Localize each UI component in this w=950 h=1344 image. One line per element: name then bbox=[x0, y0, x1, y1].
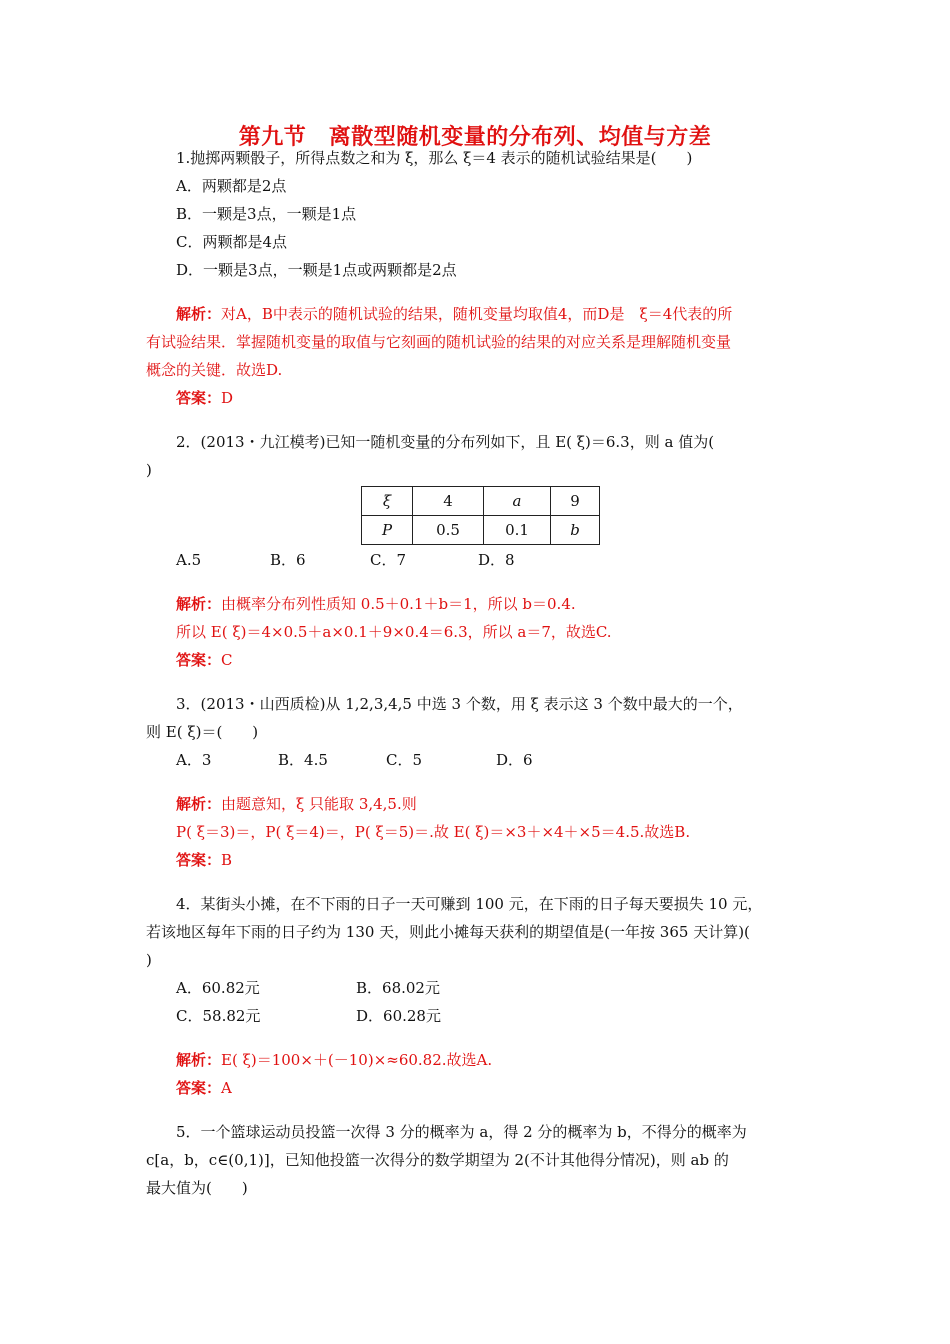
question-4-option-b: B．68.02元 bbox=[356, 979, 440, 997]
table-row bbox=[362, 516, 600, 545]
question-3-analysis-line-1 bbox=[176, 794, 417, 814]
question-4-option-a: A．60.82元 bbox=[176, 979, 260, 997]
question-4-analysis-line-1 bbox=[176, 1050, 492, 1070]
question-1-answer bbox=[176, 388, 233, 408]
question-1-option-a: A．两颗都是2点 bbox=[176, 177, 287, 195]
question-2-stem-line-2: ) bbox=[146, 461, 152, 479]
question-3-analysis-line-2: P( ξ＝3)＝，P( ξ＝4)＝，P( ξ＝5)＝.故 E( ξ)＝×3＋×4＋×5＝4.5.故选B. bbox=[176, 823, 691, 841]
question-4-option-d: D．60.28元 bbox=[356, 1007, 441, 1025]
question-1-option-b: B．一颗是3点，一颗是1点 bbox=[176, 205, 357, 223]
analysis-label: 解析： bbox=[176, 795, 222, 813]
question-2-analysis-line-1 bbox=[176, 594, 576, 614]
question-1-option-d: D．一颗是3点，一颗是1点或两颗都是2点 bbox=[176, 261, 457, 279]
question-2-answer bbox=[176, 650, 233, 670]
table-cell: 0.5 bbox=[413, 516, 484, 545]
answer-value: D bbox=[221, 389, 234, 407]
table-cell: b bbox=[551, 516, 600, 545]
table-cell: a bbox=[484, 487, 551, 516]
table-row bbox=[362, 487, 600, 516]
analysis-label: 解析： bbox=[176, 595, 222, 613]
question-2-option-b: B．6 bbox=[270, 551, 306, 569]
page-title: 第九节 离散型随机变量的分布列、均值与方差 bbox=[238, 125, 712, 150]
question-2-option-c: C．7 bbox=[370, 551, 407, 569]
question-3-option-a: A．3 bbox=[176, 751, 212, 769]
analysis-label: 解析： bbox=[176, 1051, 222, 1069]
answer-label: 答案： bbox=[176, 651, 222, 669]
analysis-text: 由题意知，ξ 只能取 3,4,5.则 bbox=[221, 795, 417, 813]
question-4-stem-line-3: ) bbox=[146, 951, 152, 969]
answer-label: 答案： bbox=[176, 389, 222, 407]
table-cell: 0.1 bbox=[484, 516, 551, 545]
table-cell: ξ bbox=[362, 487, 413, 516]
analysis-label: 解析： bbox=[176, 305, 222, 323]
question-5-stem-line-3: 最大值为( ) bbox=[146, 1179, 248, 1197]
question-1-analysis-line-2: 有试验结果．掌握随机变量的取值与它刻画的随机试验的结果的对应关系是理解随机变量 bbox=[146, 333, 732, 351]
question-4-stem-line-1: 4．某街头小摊，在不下雨的日子一天可赚到 100 元，在下雨的日子每天要损失 10 元， bbox=[176, 895, 763, 913]
question-1-analysis-line-3: 概念的关键．故选D. bbox=[146, 361, 283, 379]
answer-value: A bbox=[221, 1079, 232, 1097]
question-3-stem-line-2: 则 E( ξ)＝( ) bbox=[146, 723, 259, 741]
question-1-stem: 1.抛掷两颗骰子，所得点数之和为 ξ，那么 ξ＝4 表示的随机试验结果是( ) bbox=[176, 149, 693, 167]
question-4-answer bbox=[176, 1078, 232, 1098]
question-2-option-a: A.5 bbox=[176, 551, 202, 569]
answer-value: C bbox=[221, 651, 233, 669]
question-5-stem-line-1: 5．一个篮球运动员投篮一次得 3 分的概率为 a，得 2 分的概率为 b，不得分的概率为 bbox=[176, 1123, 747, 1141]
question-3-stem-line-1: 3．(2013・山西质检)从 1,2,3,4,5 中选 3 个数，用 ξ 表示这 3 个数中最大的一个， bbox=[176, 695, 743, 713]
analysis-text: 由概率分布列性质知 0.5＋0.1＋b＝1，所以 b＝0.4. bbox=[221, 595, 576, 613]
table-cell: P bbox=[362, 516, 413, 545]
question-3-option-c: C．5 bbox=[386, 751, 423, 769]
question-2-analysis-line-2: 所以 E( ξ)＝4×0.5＋a×0.1＋9×0.4＝6.3，所以 a＝7，故选C. bbox=[176, 623, 612, 641]
question-5-stem-line-2: c[a，b，c∈(0,1)]，已知他投篮一次得分的数学期望为 2(不计其他得分情况)，则 ab 的 bbox=[146, 1151, 729, 1169]
question-3-option-d: D．6 bbox=[496, 751, 533, 769]
answer-label: 答案： bbox=[176, 851, 222, 869]
question-4-stem-line-2: 若该地区每年下雨的日子约为 130 天，则此小摊每天获利的期望值是(一年按 365 天计算)( bbox=[146, 923, 750, 941]
question-2-option-d: D．8 bbox=[478, 551, 515, 569]
question-3-answer bbox=[176, 850, 232, 870]
table-cell: 9 bbox=[551, 487, 600, 516]
analysis-text: E( ξ)＝100×＋(－10)×≈60.82.故选A. bbox=[221, 1051, 493, 1069]
distribution-table bbox=[361, 486, 600, 545]
question-1-analysis-line-1 bbox=[176, 304, 732, 324]
analysis-text: 对A，B中表示的随机试验的结果，随机变量均取值4，而D是 ξ＝4代表的所 bbox=[221, 305, 733, 323]
answer-value: B bbox=[221, 851, 233, 869]
question-3-option-b: B．4.5 bbox=[278, 751, 328, 769]
question-1-option-c: C．两颗都是4点 bbox=[176, 233, 288, 251]
answer-label: 答案： bbox=[176, 1079, 222, 1097]
question-2-stem-line-1: 2．(2013・九江模考)已知一随机变量的分布列如下，且 E( ξ)＝6.3，则 a 值为( bbox=[176, 433, 715, 451]
table-cell: 4 bbox=[413, 487, 484, 516]
question-4-option-c: C．58.82元 bbox=[176, 1007, 261, 1025]
